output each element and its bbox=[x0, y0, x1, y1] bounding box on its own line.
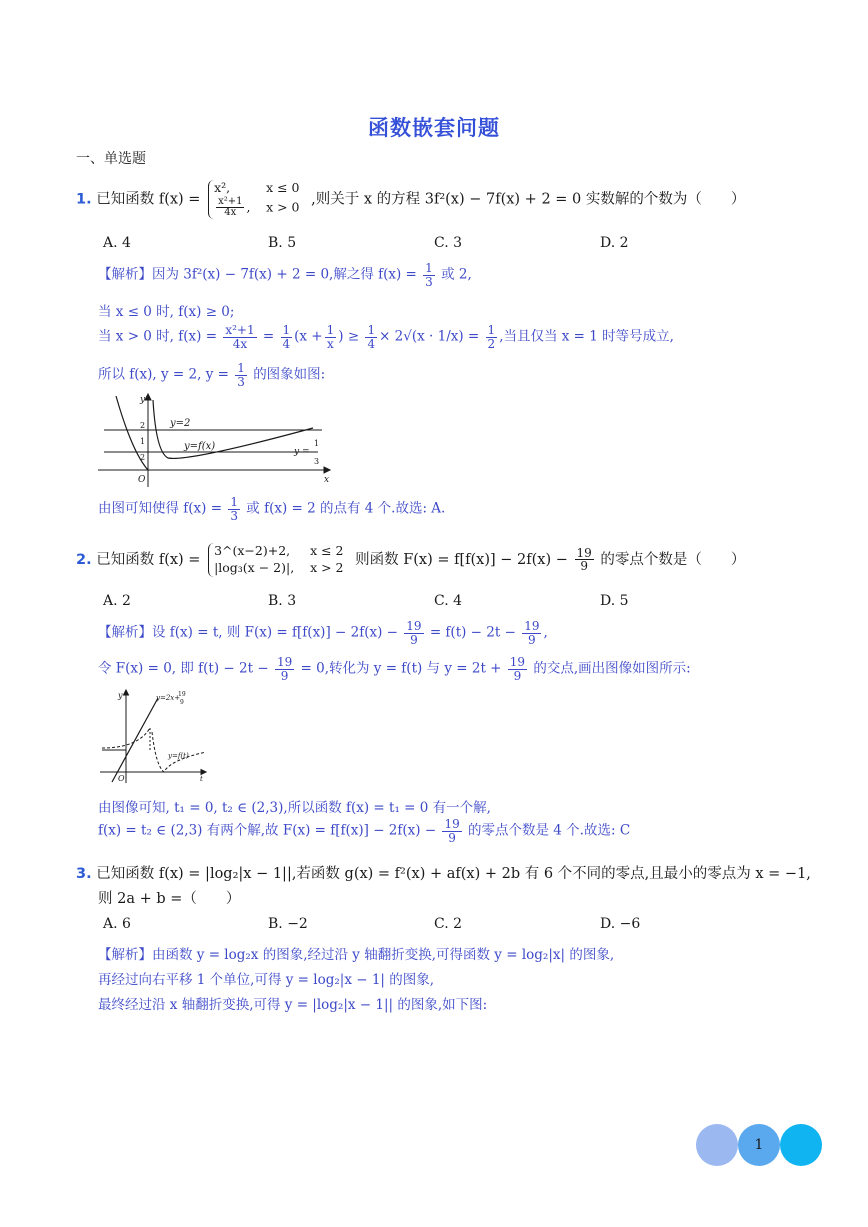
solution-line: 【解析】设 f(x) = t, 则 F(x) = f[f(x)] − 2f(x) − $\frac{19}{9}$ = f(t) − 2t − $\frac{19}{9}$ , bbox=[98, 619, 548, 647]
question-2-stem: 2. 已知函数 f(x) = 3^(x−2)+2, x ≤ 2 |log₃(x − 2)|, x > 2 则函数 F(x) = f[f(x)] − 2f(x) − $\frac{19}{9}$ 的零点个数是（ ） bbox=[76, 543, 746, 575]
y-arrow bbox=[145, 394, 151, 400]
stem-text: 已知函数 f(x) = bbox=[96, 191, 201, 208]
piecewise-function: 3^(x−2)+2, x ≤ 2 |log₃(x − 2)|, x > 2 bbox=[208, 543, 347, 577]
badge-circle-left bbox=[696, 1124, 738, 1166]
svg-text:t: t bbox=[200, 775, 203, 783]
label-ft: y=f(t) bbox=[168, 752, 189, 760]
svg-text:O: O bbox=[118, 774, 125, 783]
solution-line: f(x) = t₂ ∈ (2,3) 有两个解,故 F(x) = f[f(x)] − 2f(x) − $\frac{19}{9}$ 的零点个数是 4 个.故选: C bbox=[98, 817, 631, 845]
svg-text:3: 3 bbox=[314, 457, 320, 466]
graph-q2 bbox=[98, 688, 210, 784]
badge-circle-right bbox=[780, 1124, 822, 1166]
option-d[interactable]: D. 2 bbox=[600, 235, 629, 251]
option-d[interactable]: D. 5 bbox=[600, 593, 629, 609]
solution-line: 当 x > 0 时, f(x) = $\frac{\text{x²+1}}{4x}$ = $\frac{1}{4}$ (x + $\frac{1}{x}$ ) ≥ $\frac{1}{4}$ × 2√(x · 1/x) = $\frac{1}{2}$ ,当且仅当 x = 1 时等号成立, bbox=[98, 323, 674, 351]
stem-text: ,则关于 x 的方程 3f²(x) − 7f(x) + 2 = 0 实数解的个数为（ ） bbox=[311, 191, 746, 208]
option-b[interactable]: B. −2 bbox=[268, 916, 308, 932]
solution-line: 令 F(x) = 0, 即 f(t) − 2t − $\frac{19}{9}$ = 0,转化为 y = f(t) 与 y = 2t + $\frac{19}{9}$ 的交点,画出图像如图所示: bbox=[98, 655, 691, 683]
solution-line: 当 x ≤ 0 时, f(x) ≥ 0; bbox=[98, 304, 235, 320]
question-3-stem: 3. 已知函数 f(x) = |log₂|x − 1||,若函数 g(x) = f²(x) + af(x) + 2b 有 6 个不同的零点,且最小的零点为 x = −1, bbox=[76, 866, 811, 882]
curve-right bbox=[153, 400, 313, 458]
tick-1: 1 bbox=[140, 437, 146, 446]
question-number: 3. bbox=[76, 866, 92, 882]
solution-line: 【解析】因为 3f²(x) − 7f(x) + 2 = 0,解之得 f(x) = $\frac{1}{3}$ 或 2, bbox=[98, 261, 472, 289]
page-title: 函数嵌套问题 bbox=[368, 116, 500, 140]
solution-tag: 【解析】 bbox=[98, 624, 152, 641]
graph-q1 bbox=[98, 392, 338, 488]
solution-line: 由图像可知, t₁ = 0, t₂ ∈ (2,3),所以函数 f(x) = t₁ = 0 有一个解, bbox=[98, 800, 491, 816]
solution-line: 所以 f(x), y = 2, y = $\frac{1}{3}$ 的图象如图: bbox=[98, 361, 326, 389]
solution-line: 由图可知使得 f(x) = $\frac{1}{3}$ 或 f(x) = 2 的点有 4 个.故选: A. bbox=[98, 495, 446, 523]
label-y: y bbox=[140, 395, 146, 405]
option-a[interactable]: A. 6 bbox=[103, 916, 131, 932]
section-heading: 一、单选题 bbox=[76, 151, 146, 167]
label-y13: y = bbox=[294, 447, 310, 457]
label-fx: y=f(x) bbox=[184, 441, 216, 452]
svg-text:9: 9 bbox=[180, 699, 184, 706]
tick-2: 2 bbox=[140, 421, 146, 430]
option-d[interactable]: D. −6 bbox=[600, 916, 641, 932]
svg-text:2: 2 bbox=[140, 453, 146, 462]
label-x: x bbox=[324, 475, 330, 485]
solution-tag: 【解析】 bbox=[98, 947, 152, 963]
question-number: 2. bbox=[76, 551, 92, 568]
label-origin: O bbox=[138, 475, 146, 485]
solution-line: 再经过向右平移 1 个单位,可得 y = log₂|x − 1| 的图象, bbox=[98, 972, 435, 988]
line-2t bbox=[112, 698, 158, 782]
label-y2: y=2 bbox=[170, 418, 191, 429]
svg-text:y: y bbox=[118, 691, 123, 700]
option-b[interactable]: B. 5 bbox=[268, 235, 297, 251]
solution-line: 【解析】由函数 y = log₂x 的图象,经过沿 y 轴翻折变换,可得函数 y = log₂|x| 的图象, bbox=[98, 947, 615, 963]
question-number: 1. bbox=[76, 191, 92, 208]
page-number: 1 bbox=[754, 1137, 764, 1153]
label-line: y=2x+ bbox=[156, 694, 181, 702]
option-c[interactable]: C. 3 bbox=[434, 235, 463, 251]
solution-tag: 【解析】 bbox=[98, 266, 152, 283]
option-b[interactable]: B. 3 bbox=[268, 593, 297, 609]
option-a[interactable]: A. 2 bbox=[103, 593, 131, 609]
svg-text:1: 1 bbox=[314, 439, 320, 448]
option-c[interactable]: C. 2 bbox=[434, 916, 463, 932]
svg-text:19: 19 bbox=[178, 691, 186, 698]
solution-line: 最终经过沿 x 轴翻折变换,可得 y = |log₂|x − 1|| 的图象,如下图: bbox=[98, 997, 488, 1013]
piecewise-function: x², x ≤ 0 $\frac{\text{x²+1}}{4x}$ , x > 0 bbox=[208, 180, 303, 219]
x-arrow bbox=[324, 467, 330, 473]
option-a[interactable]: A. 4 bbox=[103, 235, 131, 251]
page-badge bbox=[696, 1124, 822, 1166]
option-c[interactable]: C. 4 bbox=[434, 593, 463, 609]
question-1-stem bbox=[76, 180, 745, 219]
question-3-stem-cont: 则 2a + b =（ ） bbox=[98, 891, 241, 907]
